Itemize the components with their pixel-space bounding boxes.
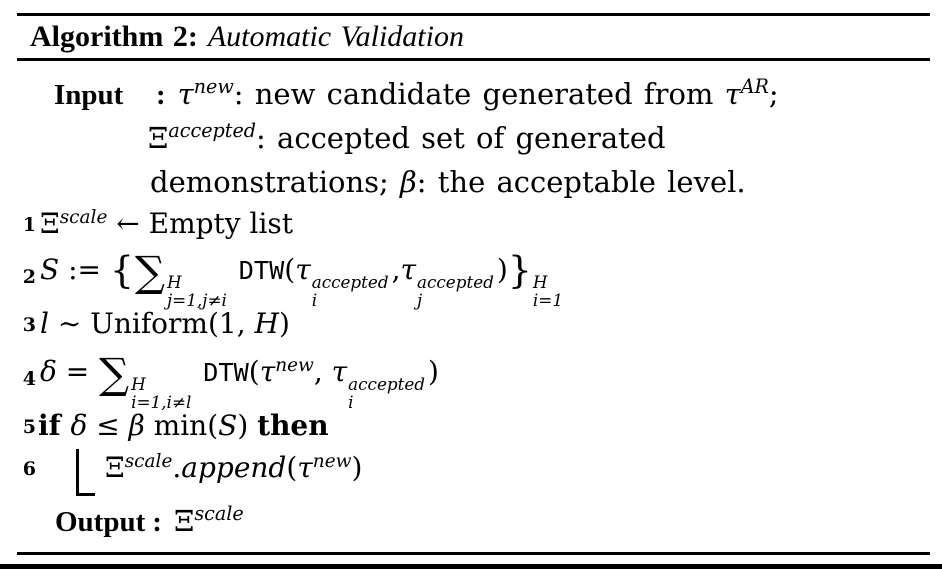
text-segment: δ	[40, 355, 57, 388]
step-line-3	[40, 308, 290, 340]
text-segment	[230, 253, 239, 286]
text-segment: accepted	[168, 119, 257, 143]
text-segment: ,	[391, 253, 401, 286]
text-segment: : the acceptable level.	[416, 165, 746, 199]
text-segment: β	[400, 165, 417, 199]
text-segment: new	[275, 354, 314, 376]
sup-sub-stack	[131, 375, 191, 411]
text-segment: .	[172, 451, 182, 484]
superscript: accepted	[417, 272, 494, 293]
superscript: accepted	[311, 272, 389, 293]
text-segment: ∑	[99, 348, 130, 398]
text-segment: new	[312, 450, 352, 472]
text-segment: δ	[70, 409, 88, 442]
text-segment: new	[193, 75, 234, 99]
subscript: j	[417, 290, 423, 311]
text-segment: l	[40, 307, 49, 340]
text-segment: ,	[313, 355, 332, 388]
subscript: j=1,j≠i	[166, 290, 227, 311]
step-number-3: 3	[22, 314, 36, 336]
sup-sub-stack	[533, 273, 563, 309]
subscript: i	[348, 392, 354, 413]
sup-sub-stack	[417, 273, 494, 309]
text-segment: scale	[194, 502, 244, 526]
text-segment: β	[128, 409, 145, 442]
step-number-4: 4	[22, 368, 36, 390]
text-segment: S	[40, 253, 60, 286]
step-number-1: 1	[22, 214, 36, 236]
text-segment: )	[237, 409, 258, 442]
text-segment: τ	[724, 77, 741, 111]
text-segment: =	[56, 355, 99, 388]
step-line-2	[40, 246, 566, 311]
sup-sub-stack	[348, 375, 425, 411]
step-line-1	[40, 208, 293, 240]
text-segment: {	[109, 247, 134, 292]
text-segment: (	[248, 355, 260, 388]
text-segment: τ	[400, 253, 416, 286]
text-segment: ∑	[134, 246, 165, 296]
text-segment: H	[254, 307, 279, 340]
text-segment: τ	[177, 77, 194, 111]
superscript: H	[131, 374, 146, 395]
text-segment: (	[284, 253, 296, 286]
input-line-1	[54, 75, 779, 112]
top-rule	[17, 13, 930, 16]
text-segment	[194, 355, 203, 388]
algorithm-name: Automatic Validation	[207, 20, 464, 53]
if-block-bracket	[76, 449, 95, 496]
text-segment: )	[428, 355, 439, 388]
text-segment: τ	[331, 355, 348, 388]
text-segment: )	[278, 307, 290, 340]
text-segment: DTW	[203, 358, 249, 387]
text-segment: : accepted set of generated	[256, 121, 666, 155]
input-line-3	[150, 166, 746, 199]
text-segment: ← Empty list	[107, 207, 294, 240]
text-segment: DTW	[238, 256, 285, 285]
text-segment: append	[181, 451, 287, 484]
output-value	[174, 504, 244, 538]
text-segment: ∼ Uniform(1,	[48, 307, 255, 340]
algorithm-title	[30, 20, 464, 55]
input-line-1-content	[178, 77, 779, 111]
sup-sub-stack	[167, 273, 227, 309]
step-number-5: 5	[22, 416, 36, 438]
bottom-rule	[17, 552, 930, 555]
text-segment: AR	[740, 75, 769, 99]
superscript: accepted	[348, 374, 426, 395]
text-segment: : new candidate generated from	[233, 77, 725, 111]
output-colon: :	[152, 506, 162, 538]
text-segment: S	[218, 409, 238, 442]
text-segment: :=	[59, 253, 110, 286]
header-rule	[17, 58, 930, 61]
text-segment: min(	[144, 409, 219, 442]
text-segment: τ	[259, 355, 276, 388]
text-segment: Ξ	[105, 451, 125, 484]
input-line-2	[148, 119, 666, 155]
text-segment: then	[257, 409, 329, 442]
superscript: H	[532, 272, 548, 293]
text-segment: if	[38, 409, 71, 442]
output-keyword: Output	[55, 506, 146, 538]
step-line-4	[40, 348, 439, 413]
output-row	[55, 502, 244, 539]
algorithm-number-label: Algorithm 2:	[30, 20, 198, 53]
subscript: i	[311, 290, 318, 311]
text-segment: ≤	[87, 409, 129, 442]
text-segment: (	[286, 451, 298, 484]
step-number-2: 2	[22, 266, 36, 288]
text-segment: τ	[297, 451, 313, 484]
text-segment: scale	[124, 450, 173, 472]
text-segment: ;	[768, 77, 779, 111]
input-colon: :	[156, 79, 166, 111]
input-keyword: Input	[54, 79, 124, 111]
subscript: i=1,i≠l	[131, 392, 192, 413]
text-segment: )	[351, 451, 363, 484]
text-segment: τ	[295, 253, 311, 286]
text-segment: )	[496, 253, 508, 286]
text-segment: demonstrations;	[150, 165, 400, 199]
page-edge-bar	[0, 564, 942, 569]
step-line-5	[38, 410, 329, 442]
text-segment: }	[507, 247, 532, 292]
text-segment: Ξ	[40, 207, 60, 240]
text-segment: Ξ	[148, 121, 169, 155]
sup-sub-stack	[312, 273, 389, 309]
text-segment: scale	[59, 206, 108, 228]
superscript: H	[166, 272, 182, 293]
step-number-6: 6	[22, 458, 36, 480]
subscript: i=1	[532, 290, 564, 311]
text-segment: Ξ	[173, 504, 195, 538]
step-line-6	[105, 452, 362, 484]
